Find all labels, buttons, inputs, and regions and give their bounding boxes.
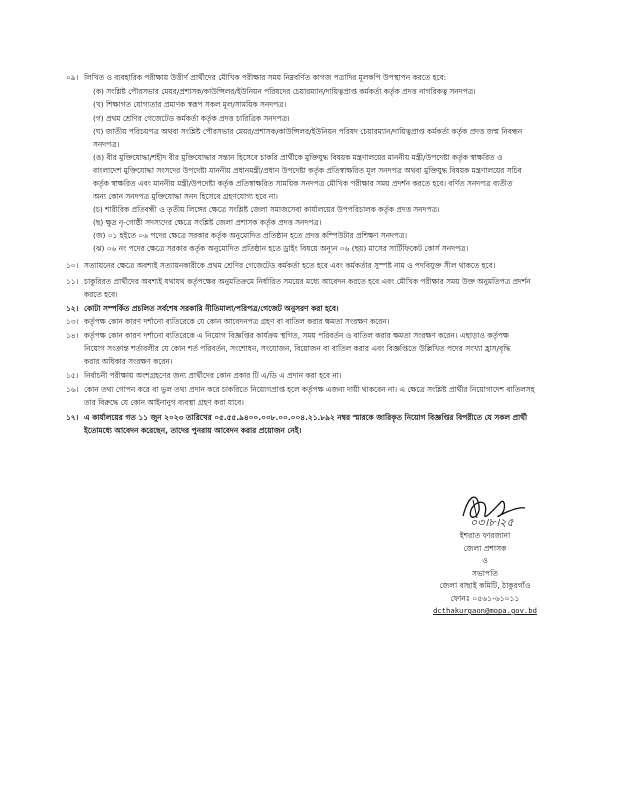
signatory-role: সভাপতি xyxy=(472,568,498,578)
signatory-committee: জেলা বাছাই কমিটি, ঠাকুরগাঁও xyxy=(439,581,531,590)
item-text: সনদপত্র। xyxy=(93,140,120,149)
item-number: ১৬। xyxy=(66,385,79,394)
signatory-name: ইশরাত ফারজানা xyxy=(459,531,511,540)
item-text: (খ) শিক্ষাগত যোগ্যতার প্রমাণক স্বরূপ সকল মূল/সাময়িক সনদপত্র। xyxy=(93,100,287,109)
item-number: ১১। xyxy=(66,277,79,286)
item-text: (ছ) ক্ষুদ্র নৃ-গোষ্ঠী সদস্যদের ক্ষেত্রে সংশ্লিষ্ট জেলা প্রশাসক কর্তৃক প্রদত্ত সনদপত্র। xyxy=(93,218,322,227)
item-text: কর্তৃপক্ষ কোন কারণ দর্শানো ব্যতিরেকে যে কোন আবেদনপত্র গ্রহণ বা বাতিল করার ক্ষমতা সংরক্ষণ করেন। xyxy=(84,317,390,326)
item-text: কোটা সম্পর্কিত প্রচলিত সর্বশেষ সরকারি নীতিমালা/পরিপত্র/গেজেট অনুসরণ করা হবে। xyxy=(84,304,339,313)
signature-date: ০৩।৮।২৫ xyxy=(470,516,514,529)
item-text: অন্য কোন সনদপত্র মুক্তিযোদ্ধা সনদ হিসেবে গ্রহণযোগ্য হবে না। xyxy=(93,192,278,201)
item-text: (জ) ০১ হইতে ০৬ পদের ক্ষেত্রে সরকার কর্তৃক অনুমোদিত প্রতিষ্ঠান হতে প্রদত্ত কম্পিউটার প্রশিক্ষণ সনদপত্র। xyxy=(93,231,408,240)
item-number: ১৩। xyxy=(66,317,79,326)
item-text: ইতোমধ্যে আবেদন করেছেন, তাদের পুনরায় আবেদন করার প্রয়োজন নেই। xyxy=(84,426,302,435)
item-number: ০৯। xyxy=(66,73,79,82)
signatory-block xyxy=(420,530,550,618)
item-number: ১৭। xyxy=(66,413,79,422)
item-text: করতে হবে। xyxy=(84,290,118,299)
item-number: ১৫। xyxy=(66,371,79,380)
signatory-and: ও xyxy=(482,556,488,565)
item-text: লিখিত ও ব্যবহারিক পরীক্ষায় উত্তীর্ণ প্রার্থীদের মৌখিক পরীক্ষার সময় নিম্নবর্ণিত কাগজ পত্রাদির মূলকপি উপস্থাপন করতে হবে: xyxy=(84,73,447,82)
item-number: ১২। xyxy=(66,304,79,313)
item-text: (ক) সংশ্লিষ্ট পৌরসভার মেয়র/প্রশাসক/কাউন্সিলর/ইউনিয়ন পরিষদের চেয়ারম্যান/দায়িত্বপ্রাপ্ত কর্মকর্তা কর্তৃক প্রদত্ত নাগরিকত্ব সনদপত্র। xyxy=(93,87,476,96)
item-text: সত্যায়নের ক্ষেত্রে অবশ্যই সত্যায়নকারীকে প্রথম শ্রেণির গেজেটেড কর্মকর্তা হতে হবে এবং কর্মকর্তার সুস্পষ্ট নাম ও পদবিযুক্ত সীল থাকতে হবে। xyxy=(84,261,496,270)
item-text: (চ) শারীরিক প্রতিবন্ধী ও তৃতীয় লিঙ্গের ক্ষেত্রে সংশ্লিষ্ট জেলা সমাজসেবা কার্যালয়ের উপপরিচালক কর্তৃক প্রদত্ত সনদপত্র। xyxy=(93,205,440,214)
item-text: এ কার্যালয়ের গত ১১ জুন ২০২৩ তারিখের ০৫.৫৫.৯৪০০.০০৮.০০.০০৪.২১.৮৯২ নম্বর স্মারকে জারিকৃত নিয়োগ বিজ্ঞপ্তির বিপরীতে যে সকল প্রার্থী xyxy=(84,413,528,422)
signatory-email[interactable]: dcthakurgaon@mopa.gov.bd xyxy=(433,606,537,615)
item-text: (ঙ) বীর মুক্তিযোদ্ধা/শহীদ বীর মুক্তিযোদ্ধার সন্তান হিসেবে চাকরি প্রার্থীকে মুক্তিযুদ্ধ বিষয়ক মন্ত্রণালয়ের মাননীয় মন্ত্রী/উপদেষ্টা কর্তৃক স্বাক্ষরিত ও xyxy=(93,153,503,162)
item-text: কর্তৃক স্বাক্ষরিত এবং মাননীয় মন্ত্রী/উপদেষ্টা কর্তৃক প্রতিস্বাক্ষরিত সাময়িক সনদপত্র মৌখিক পরীক্ষার সময় প্রদর্শন করতে হবে। বর্ণিত সনদপত্র ব্যতীত xyxy=(93,179,513,188)
item-text: কর্তৃপক্ষ কোন কারণ দর্শানো ব্যতিরেকে এ নিয়োগ বিজ্ঞপ্তির কার্যক্রম স্থগিত, সময় পরিবর্তন ও বাতিল করার ক্ষমতা সংরক্ষণ করেন। এছাড়াও কর্তৃপক্ষ xyxy=(84,331,509,340)
item-text: করার অধিকার সংরক্ষণ করেন। xyxy=(84,357,173,366)
item-number: ১০। xyxy=(66,261,79,270)
item-text: (ঘ) জাতীয় পরিচয়পত্র অথবা সংশ্লিষ্ট পৌরসভার মেয়র/প্রশাসক/কাউন্সিলর/ইউনিয়ন পরিষদ চেয়ারম্যান/দায়িত্বপ্রাপ্ত কর্মকর্তা কর্তৃক প্রদত্ত জন্ম নিবন্ধন xyxy=(93,127,523,136)
item-text: (ঝ) ০৬ নং পদের ক্ষেত্রে সরকার কর্তৃক অনুমোদিত প্রতিষ্ঠান হতে ড্রাইং বিষয়ে অন্যূন ০৬ (ছয়) মাসের সার্টিফিকেট কোর্স সনদপত্র। xyxy=(93,244,469,253)
item-number: ১৪। xyxy=(66,331,79,340)
signatory-phone: ফোনঃ ০৫৬১-৬১০১১ xyxy=(450,593,520,603)
item-text: চাকুরিরত প্রার্থীদের অবশ্যই যথাযথ কর্তৃপক্ষের অনুমতিক্রমে নির্ধারিত সময়ের মধ্যে আবেদন করতে হবে এবং মৌখিক পরীক্ষার সময় উক্ত অনুমতিপত্র প্রদর্শন xyxy=(84,277,531,286)
item-text: (গ) প্রথম শ্রেণির গেজেটেড কর্মকর্তা কর্তৃক প্রদত্ত চারিত্রিক সনদপত্র। xyxy=(93,114,290,123)
item-text: নিয়োগ সংক্রান্ত শর্তাবলীর যে কোন শর্ত পরিবর্তন, সংশোধন, সংযোজন, বিয়োজন বা বাতিল করার এবং বিজ্ঞপ্তিতে উল্লিখিত পদের সংখ্যা হ্রাস/বৃদ্ধি xyxy=(84,344,511,353)
signatory-title: জেলা প্রশাসক xyxy=(463,543,507,553)
item-text: বাংলাদেশ মুক্তিযোদ্ধা সংসদের উপদেষ্টা মাননীয় প্রধানমন্ত্রী/প্রধান উপদেষ্টা কর্তৃক প্রতিস্বাক্ষরিত মূল সনদপত্র অথবা মুক্তিযুদ্ধ বিষয়ক মন্ত্রণালয়ের সচিব xyxy=(93,166,522,175)
item-text: নির্বাচনী পরীক্ষায় অংশগ্রহণের জন্য প্রার্থীদের কোন প্রকার টি এ/ডি এ প্রদান করা হবে না। xyxy=(84,371,342,380)
item-text: তার বিরুদ্ধে যে কোন আইনানুগ ব্যবস্থা গ্রহণ করা যাবে। xyxy=(84,398,244,407)
item-text: কোন তথ্য গোপন করে বা ভুল তথ্য প্রদান করে চাকরিতে নিয়োগপ্রাপ্ত হলে কর্তৃপক্ষ এজন্য দায়ী থাকবেন না। এ ক্ষেত্রে সংশ্লিষ্ট প্রার্থীর নিয়োগাদেশ বাতিলসহ xyxy=(84,385,535,394)
